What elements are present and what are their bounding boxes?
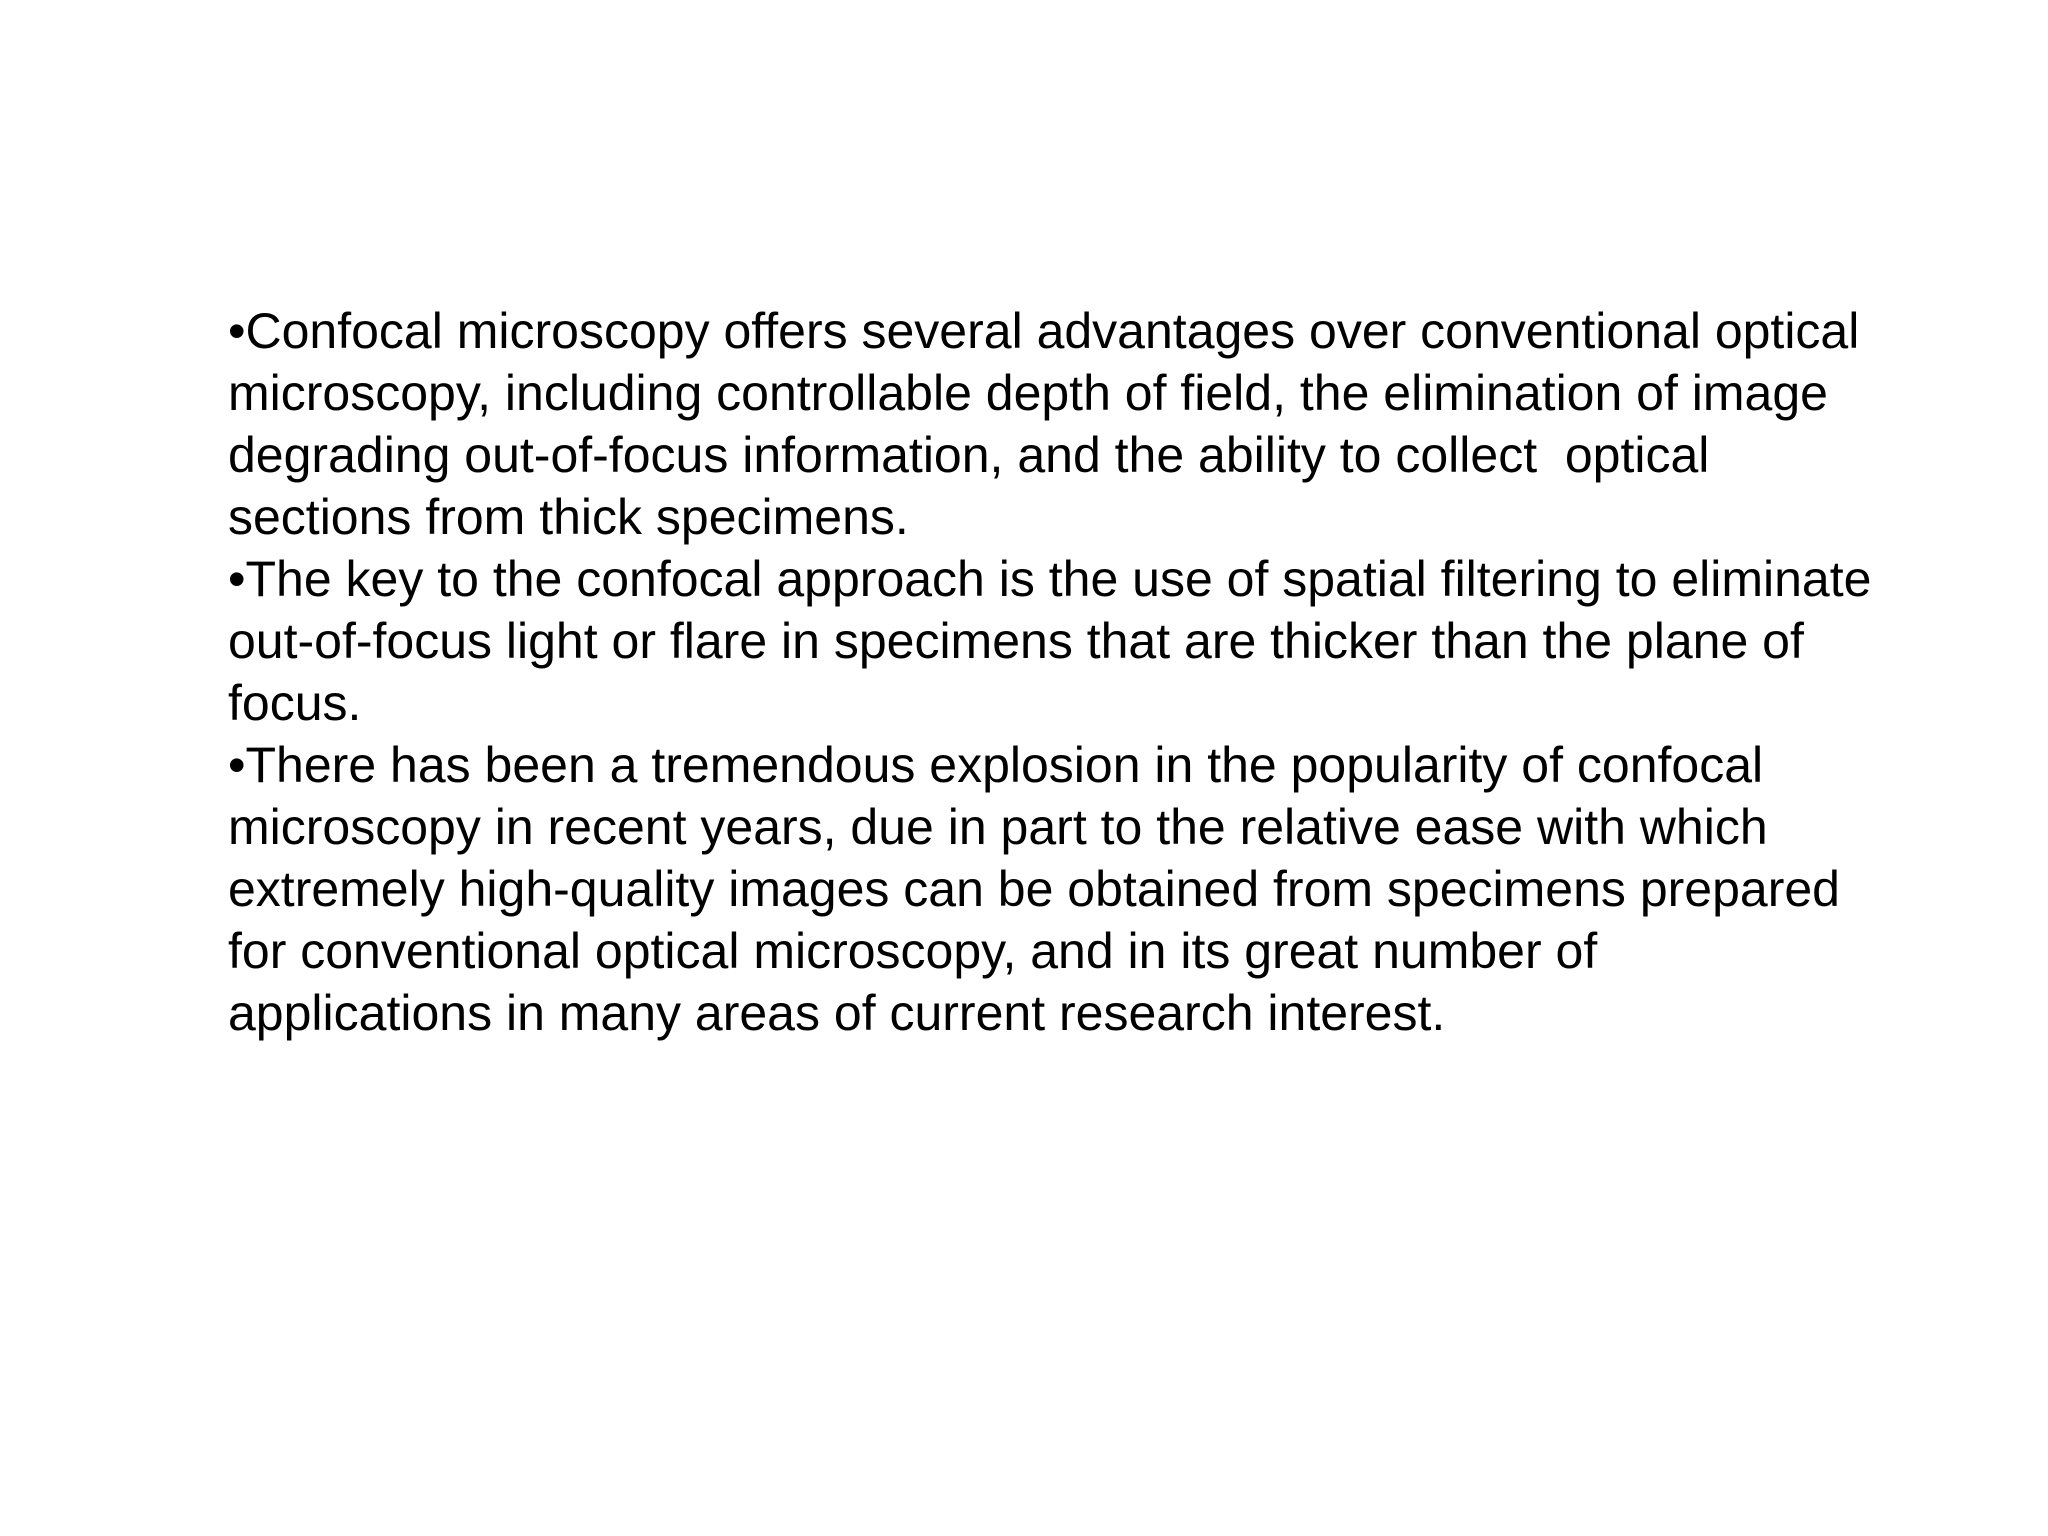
text-line: focus. [228,675,362,731]
text-line: microscopy in recent years, due in part to the relative ease with which [228,799,1768,855]
text-line: out-of-focus light or flare in specimens that are thicker than the plane of [228,613,1804,669]
text-line: •There has been a tremendous explosion in the popularity of confocal [228,737,1764,793]
text-line: applications in many areas of current research interest. [228,985,1446,1041]
text-line: degrading out-of-focus information, and the ability to collect optical [228,427,1710,483]
text-line: sections from thick specimens. [228,489,909,545]
bullet-confocal-advantages [228,300,1968,548]
bullet-spatial-filtering [228,548,1968,734]
text-line: •The key to the confocal approach is the use of spatial filtering to eliminate [228,551,1872,607]
text-line: for conventional optical microscopy, and in its great number of [228,923,1598,979]
text-line: extremely high-quality images can be obtained from specimens prepared [228,861,1840,917]
slide-body [228,300,1968,1044]
bullet-popularity [228,734,1968,1044]
text-line: •Confocal microscopy offers several advantages over conventional optical [228,303,1860,359]
text-line: microscopy, including controllable depth of field, the elimination of image [228,365,1828,421]
